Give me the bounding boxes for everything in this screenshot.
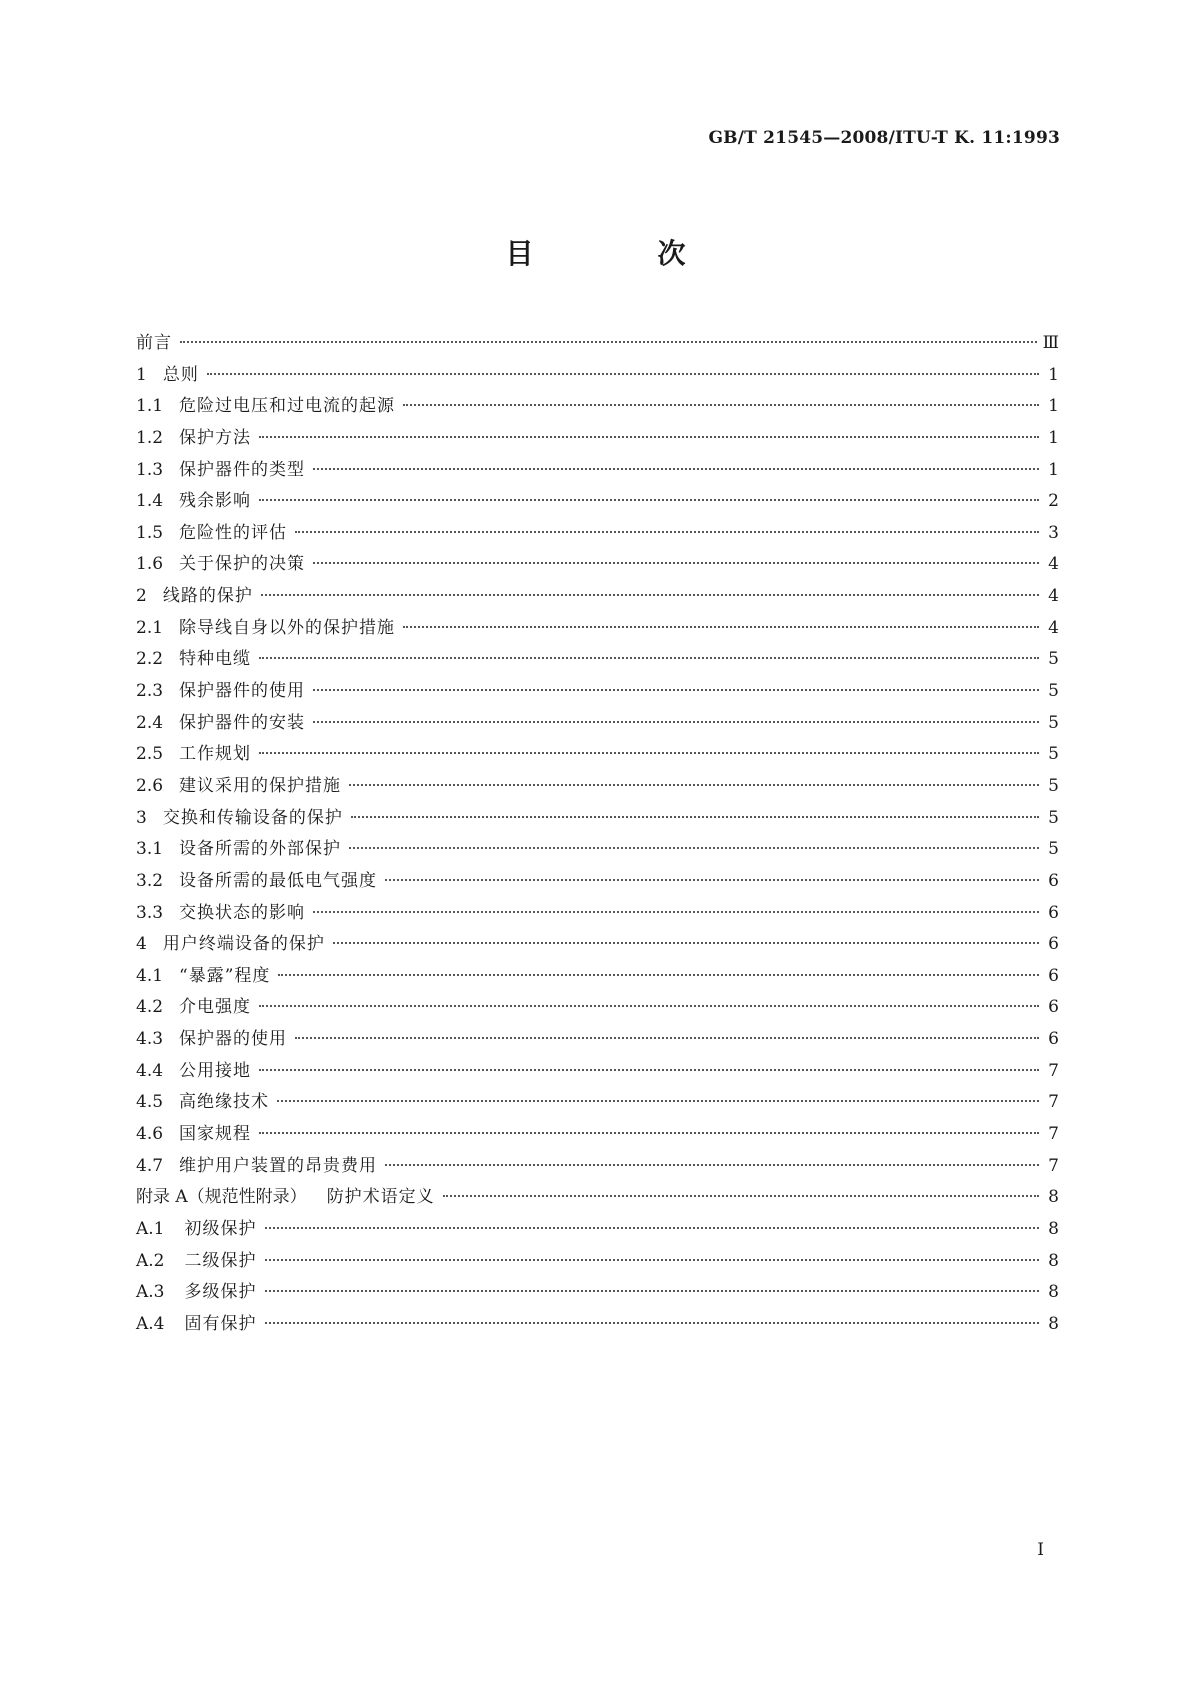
document-code: GB/T 21545—2008/ITU-T K. 11:1993 xyxy=(708,128,1060,148)
toc-entry[interactable] xyxy=(136,581,1059,613)
toc-entry-number: 1.5 xyxy=(136,522,164,543)
toc-entry[interactable] xyxy=(136,708,1059,740)
toc-entry-number: A.3 xyxy=(136,1282,165,1303)
toc-entry-label: 保护器件的使用 xyxy=(179,681,306,702)
toc-entry-label: 总则 xyxy=(162,364,199,385)
toc-entry-number: 4 xyxy=(136,934,147,955)
toc-entry[interactable] xyxy=(136,486,1059,518)
toc-entry-page: 6 xyxy=(1048,870,1059,891)
toc-entry[interactable] xyxy=(136,391,1059,423)
toc-dot-leader xyxy=(313,561,1039,564)
toc-entry-number: 4.4 xyxy=(136,1060,164,1081)
toc-entry[interactable] xyxy=(136,898,1059,930)
toc-entry[interactable] xyxy=(136,1056,1059,1088)
toc-entry-page: 6 xyxy=(1048,902,1059,923)
toc-entry[interactable] xyxy=(136,929,1059,961)
toc-dot-leader xyxy=(265,1226,1040,1229)
toc-dot-leader xyxy=(333,941,1039,944)
toc-entry[interactable] xyxy=(136,1214,1059,1246)
toc-entry-number: 4.7 xyxy=(136,1155,164,1176)
toc-entry[interactable] xyxy=(136,1024,1059,1056)
toc-entry[interactable] xyxy=(136,771,1059,803)
toc-dot-leader xyxy=(259,1004,1039,1007)
toc-entry-label: 设备所需的外部保护 xyxy=(179,839,342,860)
toc-entry-label: 二级保护 xyxy=(184,1250,257,1271)
toc-entry-page: 1 xyxy=(1048,459,1059,480)
toc-entry-number: 1.4 xyxy=(136,491,164,512)
toc-dot-leader xyxy=(313,467,1039,470)
toc-entry-label: 危险性的评估 xyxy=(179,522,288,543)
toc-dot-leader xyxy=(349,783,1039,786)
toc-dot-leader xyxy=(180,340,1037,343)
toc-entry-page: 8 xyxy=(1048,1187,1059,1208)
toc-entry-number: 附录 A（规范性附录） xyxy=(136,1187,307,1208)
toc-entry-number: 2.5 xyxy=(136,744,164,765)
toc-entry-label: 设备所需的最低电气强度 xyxy=(179,870,378,891)
toc-entry-number: 1.3 xyxy=(136,459,164,480)
toc-entry-number: 1.1 xyxy=(136,396,164,417)
toc-entry-page: 1 xyxy=(1048,427,1059,448)
toc-entry-page: 5 xyxy=(1048,744,1059,765)
toc-entry-label: 保护器件的类型 xyxy=(179,459,306,480)
toc-entry-number: A.1 xyxy=(136,1218,165,1239)
toc-entry-page: 4 xyxy=(1048,586,1059,607)
toc-entry-number: 3.3 xyxy=(136,902,164,923)
toc-entry-number: 4.2 xyxy=(136,997,164,1018)
toc-dot-leader xyxy=(265,1289,1040,1292)
toc-entry-label: 初级保护 xyxy=(184,1218,257,1239)
toc-entry-page: 5 xyxy=(1048,681,1059,702)
toc-entry[interactable] xyxy=(136,1277,1059,1309)
toc-entry-number: 2.4 xyxy=(136,712,164,733)
toc-entry-label: 防护术语定义 xyxy=(326,1187,435,1208)
toc-entry-page: 2 xyxy=(1048,491,1059,512)
toc-entry-label: 保护器件的安装 xyxy=(179,712,306,733)
toc-entry[interactable] xyxy=(136,518,1059,550)
toc-dot-leader xyxy=(259,1131,1039,1134)
toc-entry-page: 5 xyxy=(1048,712,1059,733)
toc-dot-leader xyxy=(295,1036,1039,1039)
toc-entry-page: 1 xyxy=(1048,364,1059,385)
toc-entry-page: 5 xyxy=(1048,775,1059,796)
toc-dot-leader xyxy=(443,1194,1039,1197)
toc-entry-page: 8 xyxy=(1048,1313,1059,1334)
toc-entry-label: 交换状态的影响 xyxy=(179,902,306,923)
toc-dot-leader xyxy=(207,372,1039,375)
toc-dot-leader xyxy=(259,656,1039,659)
toc-entry[interactable] xyxy=(136,423,1059,455)
toc-dot-leader xyxy=(351,815,1039,818)
toc-entry-page: 6 xyxy=(1048,997,1059,1018)
toc-entry-number: 2.1 xyxy=(136,617,164,638)
toc-dot-leader xyxy=(403,403,1039,406)
toc-entry-page: 6 xyxy=(1048,965,1059,986)
toc-entry[interactable] xyxy=(136,803,1059,835)
table-of-contents xyxy=(136,328,1059,1341)
toc-dot-leader xyxy=(385,1163,1039,1166)
toc-entry-label: 建议采用的保护措施 xyxy=(179,775,342,796)
toc-entry-number: 2.2 xyxy=(136,649,164,670)
toc-entry[interactable] xyxy=(136,360,1059,392)
toc-entry-label: 保护方法 xyxy=(179,427,252,448)
toc-entry-number: 3 xyxy=(136,807,147,828)
toc-entry[interactable] xyxy=(136,1309,1059,1341)
toc-dot-leader xyxy=(278,973,1039,976)
toc-entry-page: 7 xyxy=(1048,1155,1059,1176)
toc-entry[interactable] xyxy=(136,644,1059,676)
toc-entry-label: 固有保护 xyxy=(184,1313,257,1334)
toc-entry-label: 公用接地 xyxy=(179,1060,252,1081)
toc-entry-page: 1 xyxy=(1048,396,1059,417)
toc-dot-leader xyxy=(261,593,1039,596)
toc-entry-number: A.2 xyxy=(136,1250,165,1271)
toc-entry-number: A.4 xyxy=(136,1313,165,1334)
toc-entry-page: 8 xyxy=(1048,1250,1059,1271)
toc-entry-page: Ⅲ xyxy=(1042,333,1059,353)
toc-entry[interactable] xyxy=(136,1119,1059,1151)
toc-entry-number: 2.6 xyxy=(136,775,164,796)
toc-entry-page: 7 xyxy=(1048,1124,1059,1145)
toc-entry[interactable] xyxy=(136,1087,1059,1119)
toc-dot-leader xyxy=(259,1068,1039,1071)
toc-entry-label: 国家规程 xyxy=(179,1124,252,1145)
toc-dot-leader xyxy=(313,910,1039,913)
toc-entry-label: 危险过电压和过电流的起源 xyxy=(179,396,396,417)
toc-entry-page: 6 xyxy=(1048,934,1059,955)
toc-entry-page: 8 xyxy=(1048,1282,1059,1303)
toc-entry-number: 4.3 xyxy=(136,1029,164,1050)
toc-entry-label: 保护器的使用 xyxy=(179,1029,288,1050)
toc-entry-number: 1 xyxy=(136,364,147,385)
toc-entry-label: 前言 xyxy=(136,333,172,353)
toc-title: 目 次 xyxy=(505,237,734,270)
toc-entry[interactable] xyxy=(136,455,1059,487)
toc-entry[interactable] xyxy=(136,328,1059,360)
toc-entry[interactable] xyxy=(136,613,1059,645)
toc-entry-number: 1.2 xyxy=(136,427,164,448)
toc-entry[interactable] xyxy=(136,1151,1059,1183)
toc-entry-number: 2.3 xyxy=(136,681,164,702)
toc-entry-page: 5 xyxy=(1048,649,1059,670)
toc-entry[interactable] xyxy=(136,834,1059,866)
toc-entry-number: 3.1 xyxy=(136,839,164,860)
toc-entry-label: 线路的保护 xyxy=(162,586,253,607)
toc-dot-leader xyxy=(403,625,1039,628)
toc-dot-leader xyxy=(313,688,1039,691)
toc-entry[interactable] xyxy=(136,549,1059,581)
toc-entry-label: 多级保护 xyxy=(184,1282,257,1303)
toc-entry-page: 5 xyxy=(1048,839,1059,860)
toc-dot-leader xyxy=(259,435,1039,438)
toc-entry-page: 3 xyxy=(1048,522,1059,543)
toc-entry-label: 介电强度 xyxy=(179,997,252,1018)
toc-entry-number: 4.5 xyxy=(136,1092,164,1113)
page-number: I xyxy=(1037,1540,1044,1560)
toc-entry-page: 4 xyxy=(1048,554,1059,575)
toc-entry-label: “暴露”程度 xyxy=(179,965,271,986)
toc-entry-number: 2 xyxy=(136,586,147,607)
toc-entry-label: 残余影响 xyxy=(179,491,252,512)
toc-entry-label: 高绝缘技术 xyxy=(179,1092,270,1113)
toc-entry-label: 特种电缆 xyxy=(179,649,252,670)
toc-entry-page: 7 xyxy=(1048,1060,1059,1081)
toc-entry-number: 4.6 xyxy=(136,1124,164,1145)
toc-dot-leader xyxy=(349,846,1039,849)
toc-entry-label: 用户终端设备的保护 xyxy=(162,934,325,955)
toc-entry[interactable] xyxy=(136,676,1059,708)
toc-dot-leader xyxy=(259,498,1039,501)
toc-entry[interactable] xyxy=(136,1246,1059,1278)
toc-entry-label: 关于保护的决策 xyxy=(179,554,306,575)
toc-entry-label: 交换和传输设备的保护 xyxy=(162,807,343,828)
toc-entry-page: 5 xyxy=(1048,807,1059,828)
toc-entry[interactable] xyxy=(136,739,1059,771)
toc-dot-leader xyxy=(313,720,1039,723)
toc-entry-label: 除导线自身以外的保护措施 xyxy=(179,617,396,638)
toc-entry-page: 6 xyxy=(1048,1029,1059,1050)
toc-dot-leader xyxy=(277,1099,1039,1102)
toc-entry-page: 8 xyxy=(1048,1218,1059,1239)
toc-entry[interactable] xyxy=(136,992,1059,1024)
toc-entry-page: 7 xyxy=(1048,1092,1059,1113)
toc-dot-leader xyxy=(265,1258,1040,1261)
toc-dot-leader xyxy=(265,1321,1040,1324)
toc-entry-number: 1.6 xyxy=(136,554,164,575)
toc-entry[interactable] xyxy=(136,866,1059,898)
toc-entry-label: 维护用户装置的昂贵费用 xyxy=(179,1155,378,1176)
toc-dot-leader xyxy=(259,751,1039,754)
toc-dot-leader xyxy=(385,878,1039,881)
toc-entry-number: 3.2 xyxy=(136,870,164,891)
toc-entry[interactable] xyxy=(136,961,1059,993)
toc-entry-label: 工作规划 xyxy=(179,744,252,765)
toc-entry-number: 4.1 xyxy=(136,965,164,986)
toc-entry-page: 4 xyxy=(1048,617,1059,638)
toc-entry[interactable] xyxy=(136,1182,1059,1214)
toc-dot-leader xyxy=(295,530,1039,533)
